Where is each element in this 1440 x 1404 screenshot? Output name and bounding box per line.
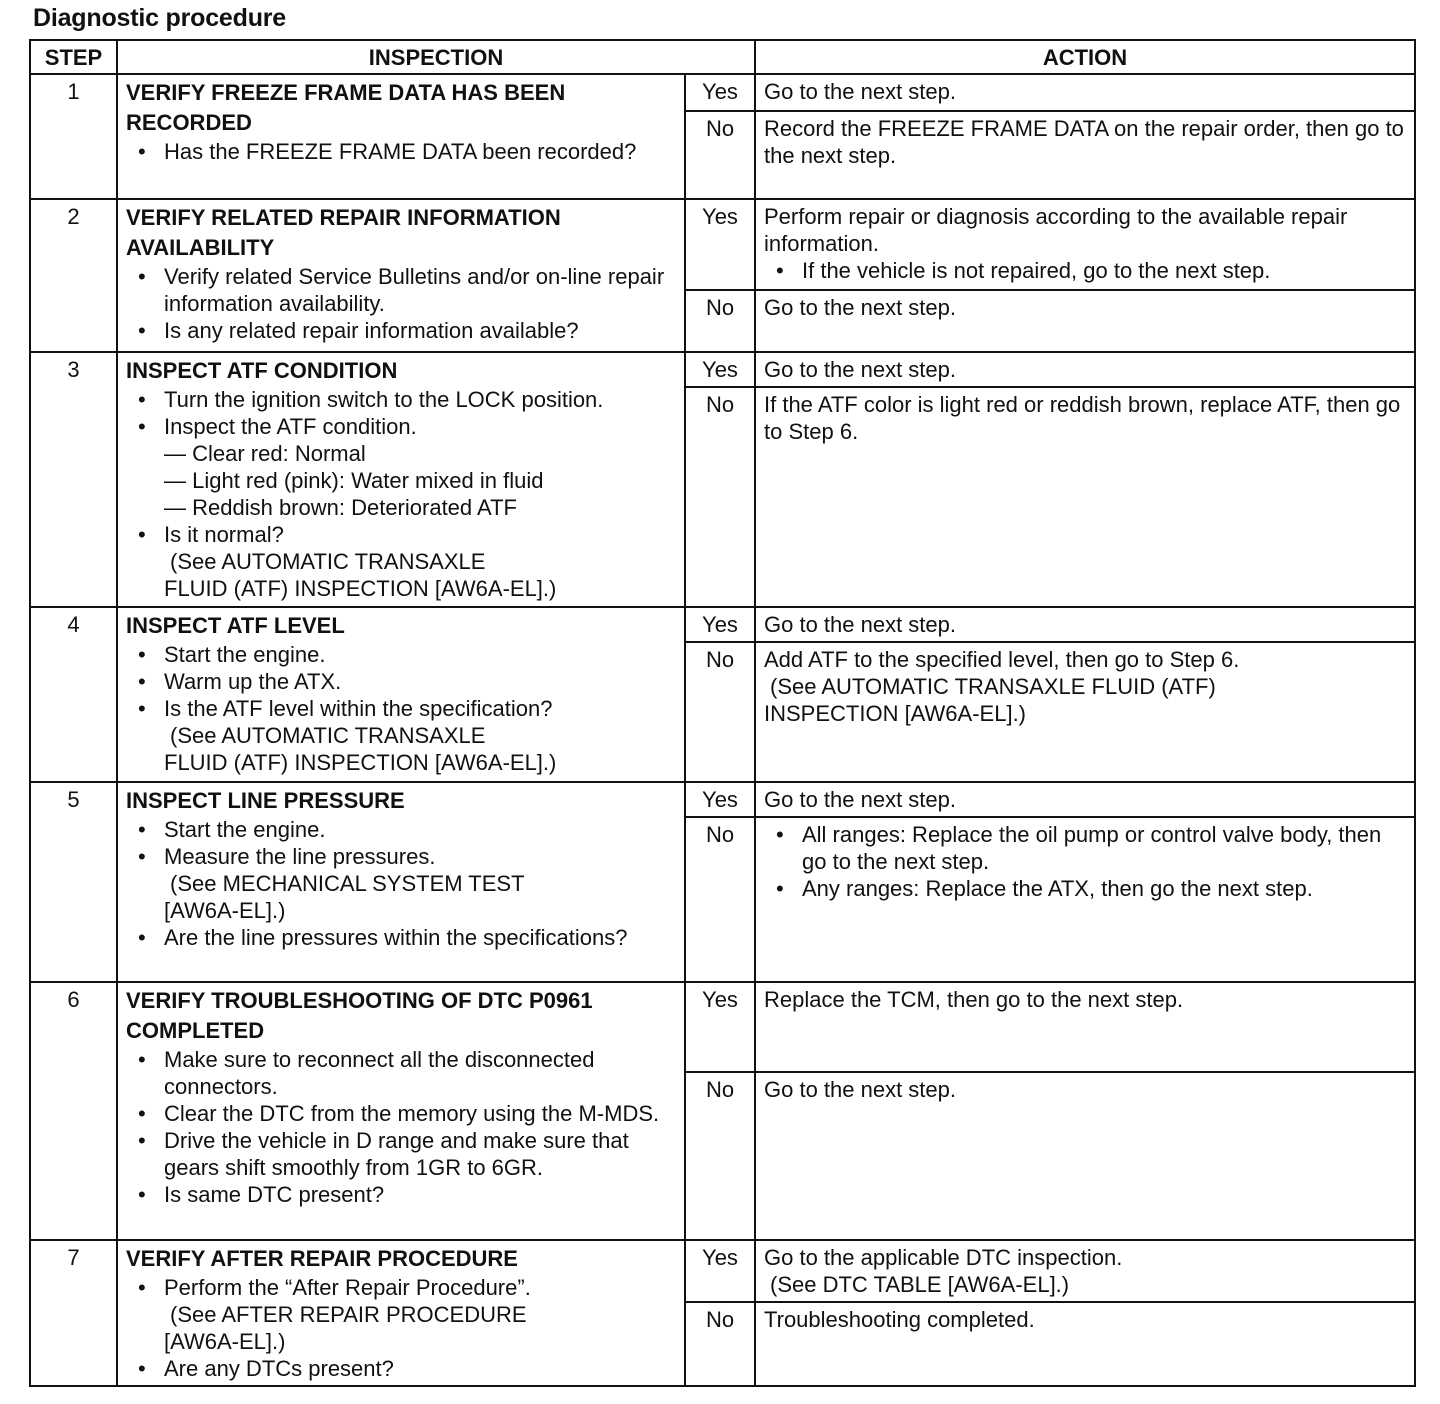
inspection-list <box>126 641 676 749</box>
step-title: VERIFY RELATED REPAIR INFORMATION AVAILABILITY <box>126 205 561 260</box>
yes-action: Replace the TCM, then go to the next step. <box>755 982 1415 1072</box>
inspection-list <box>126 1046 676 1208</box>
header-step: STEP <box>30 40 117 74</box>
reference-line: [AW6A-EL].) <box>164 898 286 923</box>
no-action <box>755 817 1415 982</box>
inspection-question: • Are the line pressures within the specifications? <box>164 924 676 951</box>
yes-label: Yes <box>685 199 755 290</box>
action-item: • If the vehicle is not repaired, go to the next step. <box>802 257 1406 284</box>
inspection-item: • Clear the DTC from the memory using the M-MDS. <box>164 1100 676 1127</box>
inspection-item <box>164 695 676 749</box>
action-reference: (See DTC TABLE [AW6A-EL].) <box>770 1272 1070 1297</box>
no-action: If the ATF color is light red or reddish brown, replace ATF, then go to Step 6. <box>755 387 1415 607</box>
inspection-item: • Make sure to reconnect all the disconnected connectors. <box>164 1046 676 1100</box>
no-action: Record the FREEZE FRAME DATA on the repair order, then go to the next step. <box>755 111 1415 199</box>
inspection-item: • Is any related repair information available? <box>164 317 676 344</box>
yes-action: Go to the next step. <box>755 352 1415 387</box>
step-number: 5 <box>30 782 117 982</box>
no-label: No <box>685 1072 755 1240</box>
step-number: 7 <box>30 1240 117 1386</box>
reference-line: (See AUTOMATIC TRANSAXLE <box>170 549 486 574</box>
action-item: • All ranges: Replace the oil pump or control valve body, then go to the next step. <box>802 821 1406 875</box>
step-title: VERIFY TROUBLESHOOTING OF DTC P0961 COMPLETED <box>126 988 593 1043</box>
yes-action: Go to the next step. <box>755 782 1415 817</box>
yes-action: Go to the next step. <box>755 607 1415 642</box>
reference-line: FLUID (ATF) INSPECTION [AW6A-EL].) <box>164 576 557 601</box>
condition-clear-red: — Clear red: Normal <box>164 441 366 466</box>
yes-action: Go to the next step. <box>755 74 1415 111</box>
step-5-yes-row <box>30 782 1415 817</box>
step-number: 4 <box>30 607 117 782</box>
reference-line: (See AUTOMATIC TRANSAXLE <box>170 723 486 748</box>
step-inspection <box>117 352 685 607</box>
inspection-list <box>126 816 676 897</box>
step-7-yes-row <box>30 1240 1415 1302</box>
step-number: 3 <box>30 352 117 607</box>
step-number: 6 <box>30 982 117 1240</box>
page-title: Diagnostic procedure <box>33 4 286 32</box>
step-inspection <box>117 1240 685 1386</box>
inspection-question: Is the ATF level within the specification? <box>164 696 553 721</box>
yes-action-text: Perform repair or diagnosis according to the available repair information. <box>764 204 1348 256</box>
header-inspection: INSPECTION <box>117 40 755 74</box>
no-label: No <box>685 290 755 352</box>
inspection-item: • Turn the ignition switch to the LOCK position. <box>164 386 676 413</box>
step-2-yes-row <box>30 199 1415 290</box>
inspection-item-text: Inspect the ATF condition. <box>164 414 417 439</box>
action-reference: (See AUTOMATIC TRANSAXLE FLUID (ATF) <box>770 674 1216 699</box>
inspection-list <box>126 924 676 951</box>
header-row <box>30 40 1415 74</box>
no-action-text: Add ATF to the specified level, then go to Step 6. <box>764 647 1240 672</box>
yes-action <box>755 199 1415 290</box>
inspection-question: Is it normal? <box>164 522 284 547</box>
inspection-item-text: Perform the “After Repair Procedure”. <box>164 1275 531 1300</box>
condition-reddish-brown: — Reddish brown: Deteriorated ATF <box>164 495 517 520</box>
inspection-item: • Is same DTC present? <box>164 1181 676 1208</box>
yes-label: Yes <box>685 352 755 387</box>
step-inspection <box>117 982 685 1240</box>
inspection-item <box>164 521 676 575</box>
inspection-list <box>126 386 676 575</box>
step-inspection <box>117 782 685 982</box>
no-action <box>755 642 1415 782</box>
yes-label: Yes <box>685 74 755 111</box>
inspection-item <box>164 413 676 521</box>
no-label: No <box>685 817 755 982</box>
inspection-item: • Drive the vehicle in D range and make sure that gears shift smoothly from 1GR to 6GR. <box>164 1127 676 1181</box>
reference-line: (See AFTER REPAIR PROCEDURE <box>170 1302 527 1327</box>
inspection-item: • Warm up the ATX. <box>164 668 676 695</box>
step-inspection <box>117 74 685 199</box>
yes-label: Yes <box>685 982 755 1072</box>
inspection-item: • Start the engine. <box>164 641 676 668</box>
step-number: 2 <box>30 199 117 352</box>
no-action: Troubleshooting completed. <box>755 1302 1415 1386</box>
no-action: Go to the next step. <box>755 290 1415 352</box>
reference-line: FLUID (ATF) INSPECTION [AW6A-EL].) <box>164 750 557 775</box>
step-title: INSPECT ATF LEVEL <box>126 613 345 638</box>
inspection-item: • Start the engine. <box>164 816 676 843</box>
diagnostic-table <box>29 39 1416 1387</box>
step-1-yes-row <box>30 74 1415 111</box>
header-action: ACTION <box>755 40 1415 74</box>
step-6-yes-row <box>30 982 1415 1072</box>
yes-label: Yes <box>685 1240 755 1302</box>
inspection-list <box>126 138 676 165</box>
inspection-item-text: Measure the line pressures. <box>164 844 436 869</box>
no-action: Go to the next step. <box>755 1072 1415 1240</box>
yes-action-text: Go to the applicable DTC inspection. <box>764 1245 1123 1270</box>
inspection-item <box>164 1274 676 1328</box>
action-reference: INSPECTION [AW6A-EL].) <box>764 701 1027 726</box>
yes-label: Yes <box>685 607 755 642</box>
step-title: INSPECT LINE PRESSURE <box>126 788 405 813</box>
no-label: No <box>685 1302 755 1386</box>
step-3-yes-row <box>30 352 1415 387</box>
inspection-item <box>164 843 676 897</box>
inspection-item: • Verify related Service Bulletins and/or on-line repair information availability. <box>164 263 676 317</box>
step-title: VERIFY FREEZE FRAME DATA HAS BEEN RECORDED <box>126 80 566 135</box>
inspection-list <box>126 263 676 344</box>
no-label: No <box>685 387 755 607</box>
action-list <box>764 821 1406 902</box>
step-inspection <box>117 607 685 782</box>
step-4-yes-row <box>30 607 1415 642</box>
step-title: VERIFY AFTER REPAIR PROCEDURE <box>126 1246 518 1271</box>
no-label: No <box>685 111 755 199</box>
inspection-question: • Are any DTCs present? <box>164 1355 676 1382</box>
yes-label: Yes <box>685 782 755 817</box>
reference-line: (See MECHANICAL SYSTEM TEST <box>170 871 525 896</box>
yes-action <box>755 1240 1415 1302</box>
no-label: No <box>685 642 755 782</box>
action-item: • Any ranges: Replace the ATX, then go the next step. <box>802 875 1406 902</box>
inspection-list <box>126 1355 676 1382</box>
inspection-list <box>126 1274 676 1328</box>
step-inspection <box>117 199 685 352</box>
step-number: 1 <box>30 74 117 199</box>
condition-light-red: — Light red (pink): Water mixed in fluid <box>164 468 544 493</box>
inspection-item: • Has the FREEZE FRAME DATA been recorded? <box>164 138 676 165</box>
step-title: INSPECT ATF CONDITION <box>126 358 398 383</box>
action-list <box>764 257 1406 284</box>
reference-line: [AW6A-EL].) <box>164 1329 286 1354</box>
